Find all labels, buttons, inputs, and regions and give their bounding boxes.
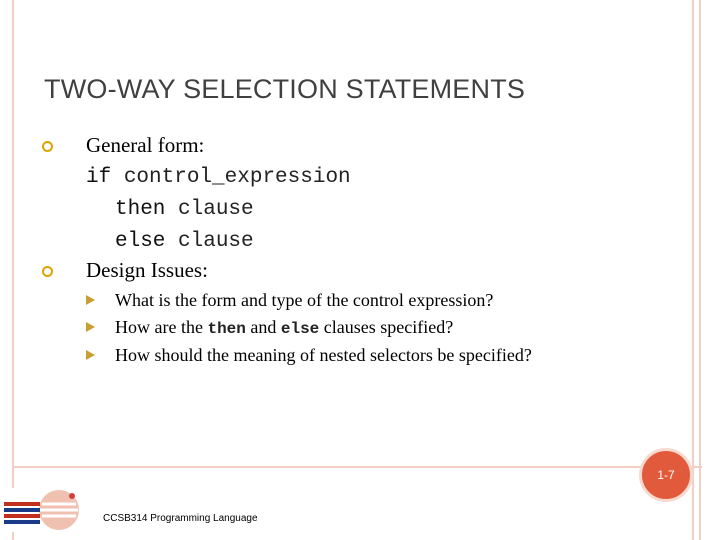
bullet-general-form: General form: bbox=[86, 133, 205, 157]
bullet-marker-icon bbox=[42, 141, 53, 152]
subitem-text: How are the bbox=[115, 317, 208, 337]
footer-course: CCSB314 Programming Language bbox=[103, 513, 258, 524]
arrow-bullet-icon bbox=[86, 350, 95, 360]
code-text: control_expression bbox=[111, 166, 351, 189]
code-line-if bbox=[86, 165, 351, 188]
bullet-marker-icon bbox=[42, 266, 53, 277]
code-line-then bbox=[115, 197, 254, 220]
bullet-design-issues: Design Issues: bbox=[86, 258, 208, 282]
university-logo bbox=[2, 488, 88, 532]
code-keyword: if bbox=[86, 166, 112, 189]
code-keyword: then bbox=[207, 320, 246, 338]
code-line-else bbox=[115, 229, 254, 252]
subitem-clauses bbox=[115, 318, 453, 337]
page-number-badge bbox=[639, 448, 693, 502]
slide-title: TWO-WAY SELECTION STATEMENTS bbox=[44, 74, 526, 104]
code-keyword: else bbox=[115, 230, 166, 253]
subitem-text: and bbox=[245, 317, 281, 337]
code-keyword: then bbox=[115, 198, 166, 221]
code-text: clause bbox=[165, 198, 254, 221]
code-keyword: else bbox=[280, 320, 320, 338]
slide-frame-bottom bbox=[12, 466, 702, 468]
subitem-nested-selectors: How should the meaning of nested selectors be specified? bbox=[115, 345, 532, 365]
slide-frame-right bbox=[692, 0, 701, 540]
arrow-bullet-icon bbox=[86, 322, 95, 332]
subitem-control-expression: What is the form and type of the control expression? bbox=[115, 290, 494, 310]
subitem-text: clauses specified? bbox=[319, 317, 454, 337]
arrow-bullet-icon bbox=[86, 295, 95, 305]
code-text: clause bbox=[165, 230, 254, 253]
page-number: 1-7 bbox=[657, 468, 675, 482]
slide-frame-left bbox=[12, 0, 14, 540]
